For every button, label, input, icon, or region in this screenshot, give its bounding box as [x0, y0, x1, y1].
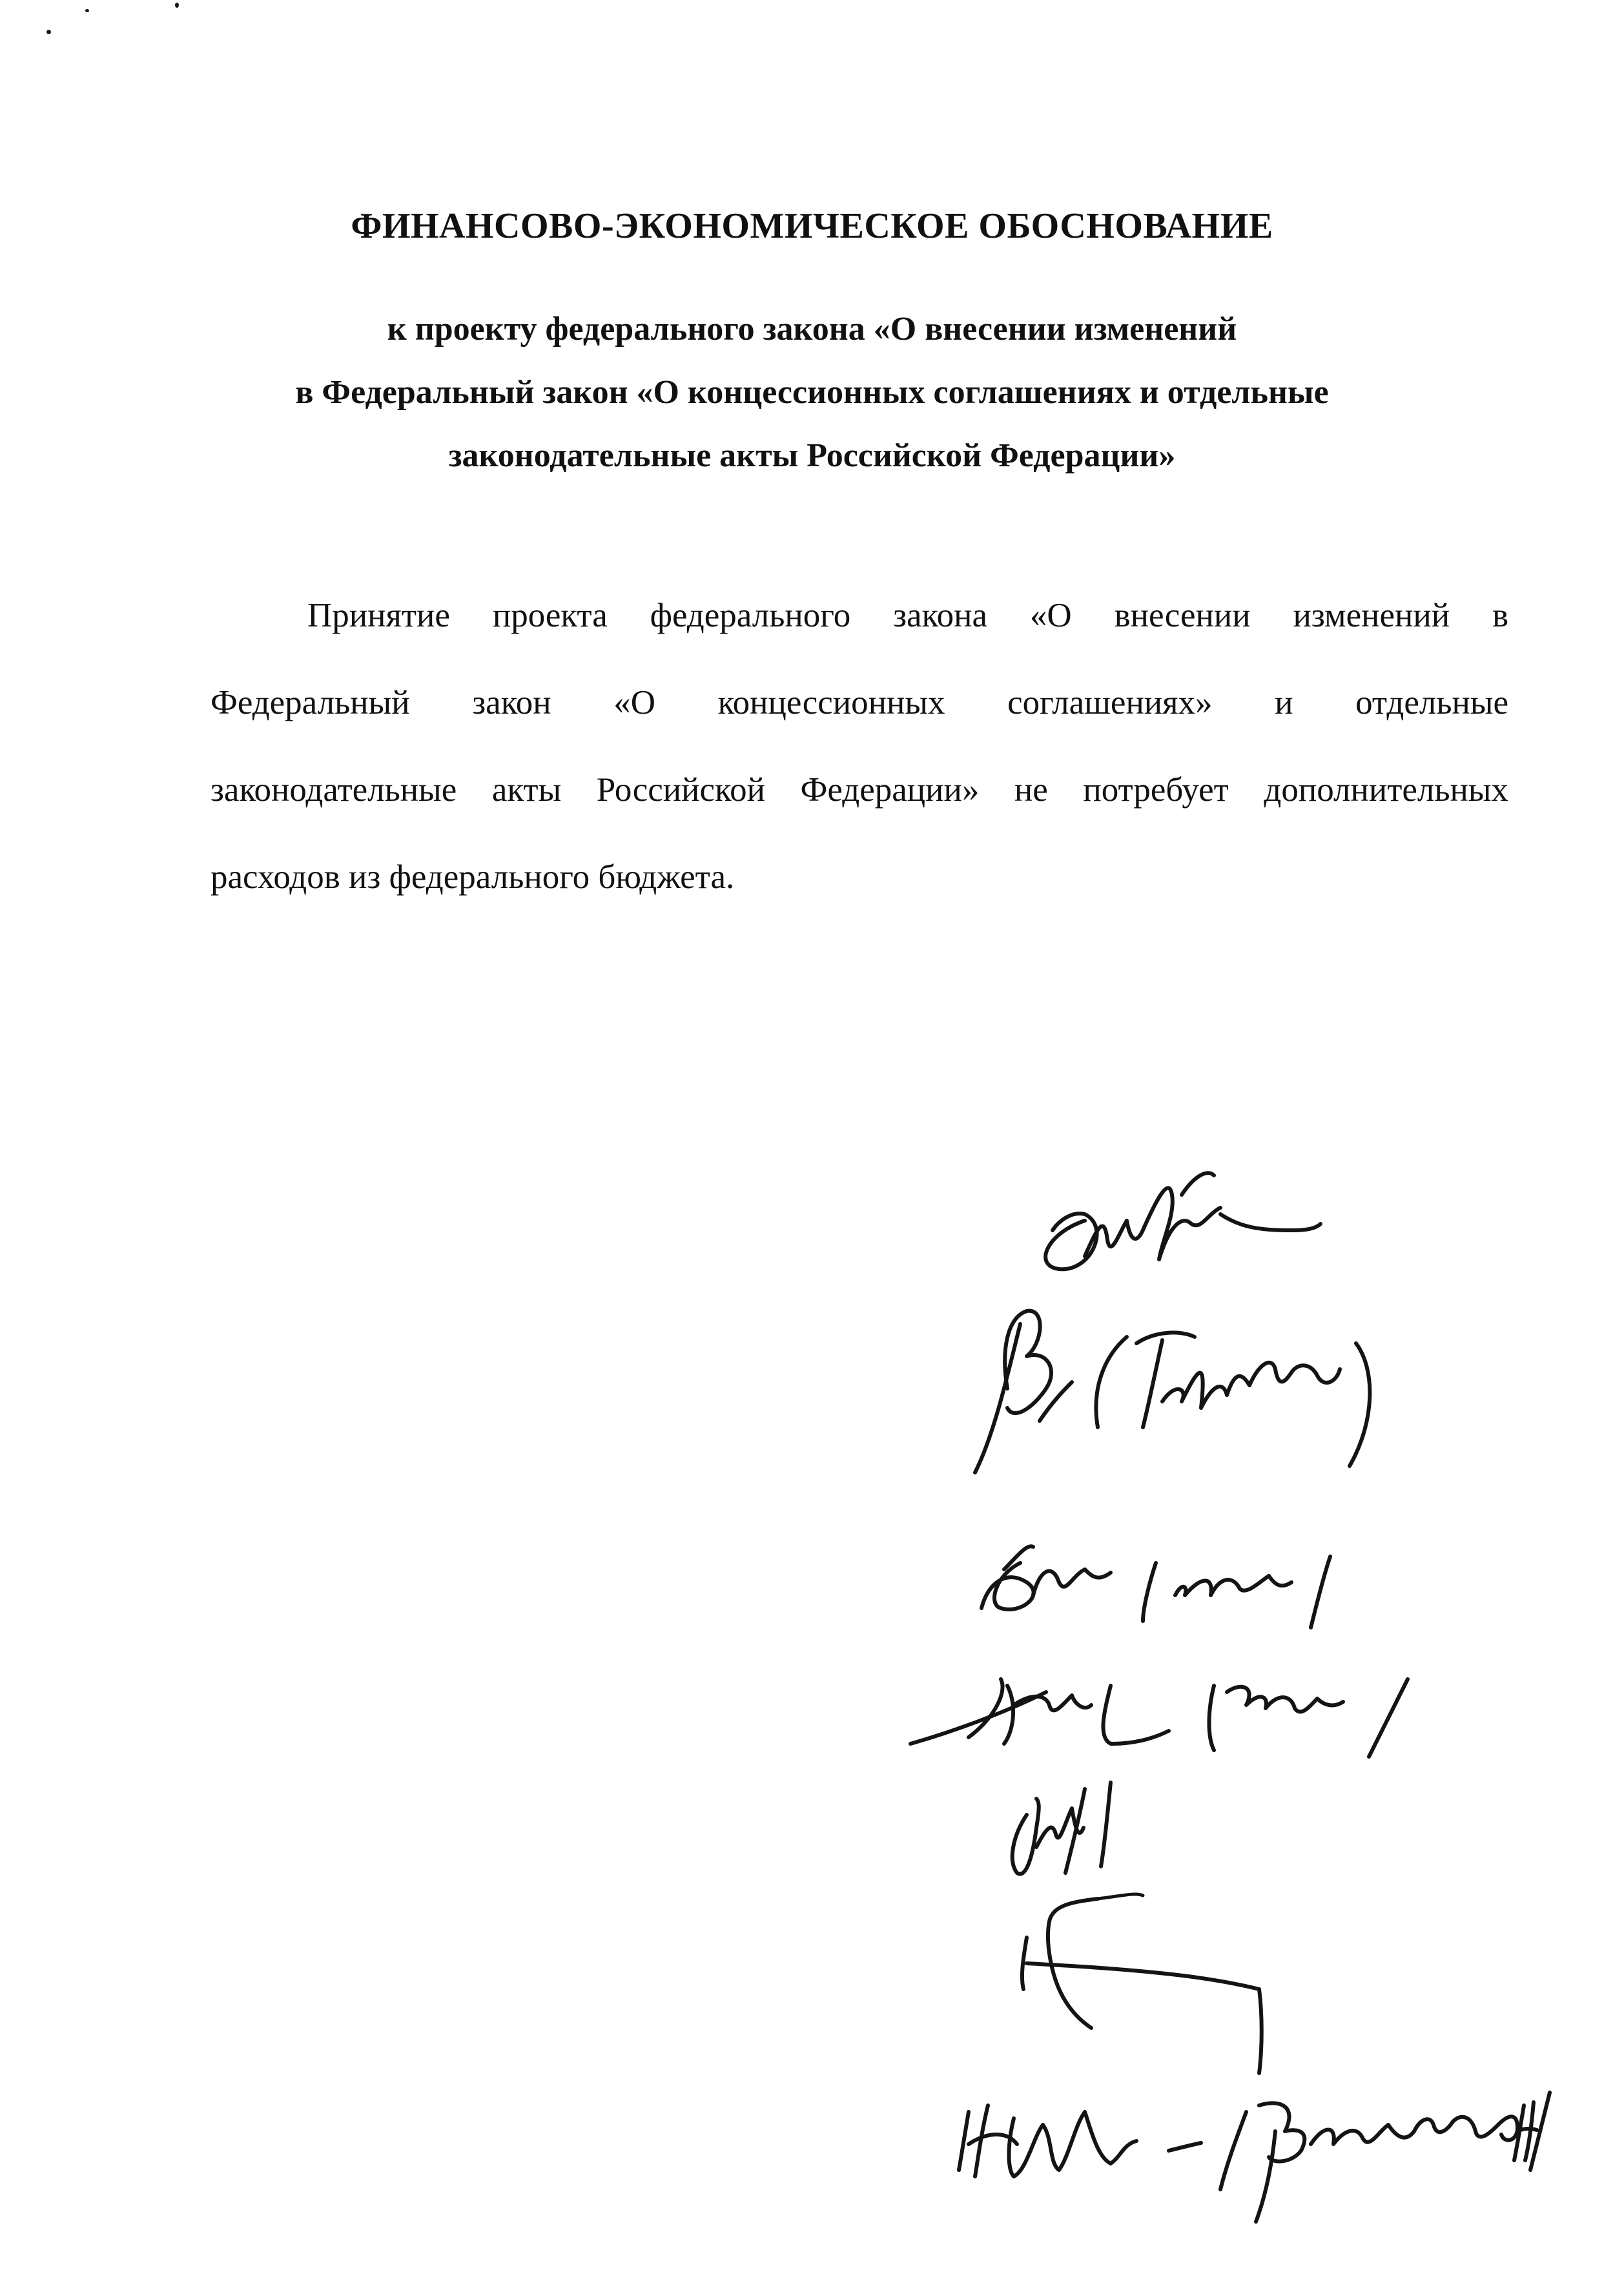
handwritten-signature-4-icon — [910, 1679, 1408, 1757]
handwritten-signature-5-icon — [1012, 1783, 1111, 1874]
body-line-4: расходов из федерального бюджета. — [211, 858, 735, 896]
body-line-2: Федеральный закон «О концессионных соглашениях» и отдельные — [211, 684, 1508, 721]
subtitle-line-2: в Федеральный закон «О концессионных соглашениях и отдельные — [295, 374, 1329, 411]
handwritten-signature-1-icon — [1045, 1173, 1321, 1269]
handwritten-signature-2-icon — [975, 1311, 1370, 1473]
subtitle-line-1: к проекту федерального закона «О внесении изменений — [387, 311, 1237, 347]
body-paragraph — [211, 572, 1508, 921]
handwritten-signature-7-icon — [959, 2093, 1550, 2222]
handwritten-signature-6-icon — [1022, 1894, 1262, 2073]
handwritten-signature-3-icon — [982, 1546, 1330, 1628]
body-line-3: законодательные акты Российской Федерации» не потребует дополнительных — [211, 771, 1508, 809]
body-line-1: Принятие проекта федерального закона «О внесении изменений в — [307, 597, 1508, 634]
scan-speck — [85, 9, 89, 12]
subtitle-line-3: законодательные акты Российской Федерации» — [448, 437, 1176, 474]
scan-speck — [175, 3, 179, 8]
document-title: ФИНАНСОВО-ЭКОНОМИЧЕСКОЕ ОБОСНОВАНИЕ — [351, 206, 1273, 246]
scan-speck — [46, 30, 51, 34]
